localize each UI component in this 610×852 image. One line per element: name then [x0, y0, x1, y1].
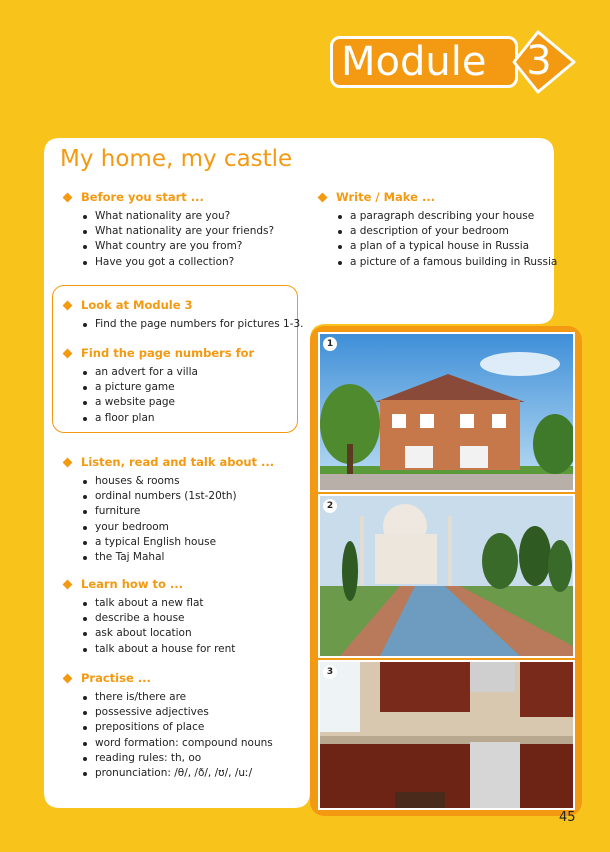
diamond-bullet-icon — [63, 673, 73, 683]
photo-house — [318, 332, 575, 492]
list-item: talk about a house for rent — [83, 642, 235, 657]
page-title: My home, my castle — [60, 146, 293, 172]
photo-number: 1 — [323, 337, 337, 351]
list-item: there is/there are — [83, 690, 273, 705]
list-item: a plan of a typical house in Russia — [338, 239, 557, 254]
list-item: describe a house — [83, 611, 235, 626]
list-item: What nationality are you? — [83, 209, 274, 224]
photo-number: 2 — [323, 499, 337, 513]
photo-kitchen — [318, 660, 575, 810]
section-practise — [62, 671, 273, 781]
module-number: 3 — [526, 38, 552, 84]
list-item: a picture of a famous building in Russia — [338, 255, 557, 270]
list-item: pronunciation: /θ/, /ð/, /ʊ/, /uː/ — [83, 766, 273, 781]
list-item: prepositions of place — [83, 720, 273, 735]
section-look-at-module — [62, 298, 304, 332]
section-before-you-start — [62, 190, 274, 270]
list-item: a description of your bedroom — [338, 224, 557, 239]
list-item: Have you got a collection? — [83, 255, 274, 270]
section-heading: Learn how to ... — [81, 577, 183, 591]
diamond-bullet-icon — [63, 192, 73, 202]
section-heading: Practise ... — [81, 671, 151, 685]
section-write-make — [317, 190, 557, 270]
list-item: talk about a new flat — [83, 596, 235, 611]
list-item: a picture game — [83, 380, 254, 395]
list-item: a floor plan — [83, 411, 254, 426]
list-item: the Taj Mahal — [83, 550, 274, 565]
section-heading: Write / Make ... — [336, 190, 436, 204]
list-item: houses & rooms — [83, 474, 274, 489]
section-heading: Before you start ... — [81, 190, 204, 204]
kitchen-photo-icon — [320, 662, 573, 808]
list-item: ask about location — [83, 626, 235, 641]
diamond-bullet-icon — [63, 348, 73, 358]
list-item: an advert for a villa — [83, 365, 254, 380]
module-label: Module — [330, 36, 518, 88]
list-item: your bedroom — [83, 520, 274, 535]
diamond-bullet-icon — [318, 192, 328, 202]
page-number: 45 — [559, 810, 576, 825]
list-item: ordinal numbers (1st-20th) — [83, 489, 274, 504]
list-item: a paragraph describing your house — [338, 209, 557, 224]
list-item: What country are you from? — [83, 239, 274, 254]
diamond-bullet-icon — [63, 300, 73, 310]
section-learn-how-to — [62, 577, 235, 657]
photo-number: 3 — [323, 665, 337, 679]
list-item: a typical English house — [83, 535, 274, 550]
list-item: reading rules: th, oo — [83, 751, 273, 766]
section-listen-read-talk — [62, 455, 274, 565]
list-item: word formation: compound nouns — [83, 736, 273, 751]
list-item: possessive adjectives — [83, 705, 273, 720]
section-heading: Look at Module 3 — [81, 298, 193, 312]
diamond-bullet-icon — [63, 579, 73, 589]
house-photo-icon — [320, 334, 573, 490]
list-item: What nationality are your friends? — [83, 224, 274, 239]
taj-mahal-photo-icon — [320, 496, 573, 656]
diamond-bullet-icon — [63, 457, 73, 467]
list-item: furniture — [83, 504, 274, 519]
section-find-page-numbers — [62, 346, 254, 426]
section-heading: Listen, read and talk about ... — [81, 455, 275, 469]
photo-taj-mahal — [318, 494, 575, 658]
list-item: Find the page numbers for pictures 1-3. — [83, 317, 304, 332]
section-heading: Find the page numbers for — [81, 346, 255, 360]
list-item: a website page — [83, 395, 254, 410]
